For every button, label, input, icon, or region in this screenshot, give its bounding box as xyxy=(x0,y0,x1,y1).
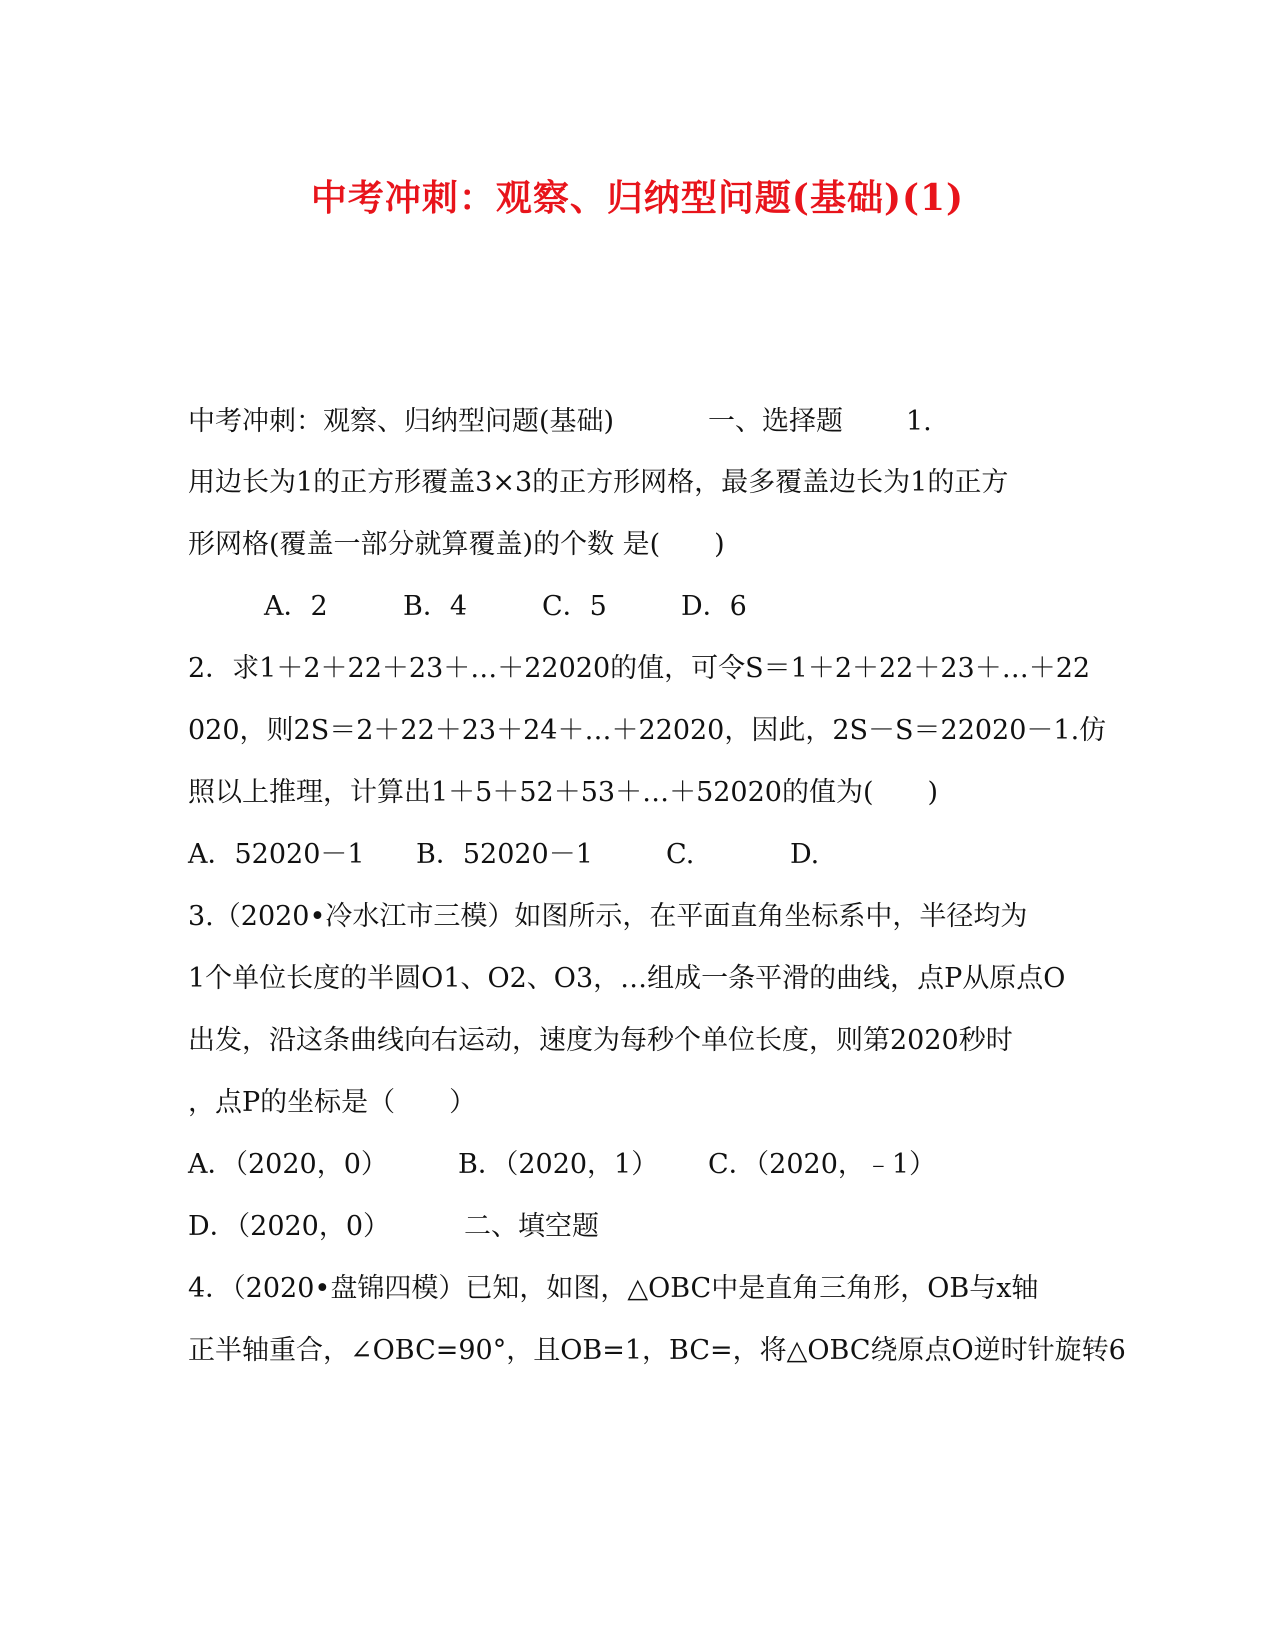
option-c: C．5 xyxy=(542,591,607,622)
section-choice-heading: 一、选择题 xyxy=(708,406,843,437)
option-d: D．（2020，0） xyxy=(188,1211,391,1242)
question-3-line-3: 出发，沿这条曲线向右运动，速度为每秒个单位长度，则第2020秒时 xyxy=(188,1025,1013,1056)
question-3-line-2: 1个单位长度的半圆O1、O2、O3，…组成一条平滑的曲线，点P从原点O xyxy=(188,963,1066,994)
question-4-line-2: 正半轴重合，∠OBC=90°，且OB=1，BC=，将△OBC绕原点O逆时针旋转6 xyxy=(188,1335,1126,1366)
question-1-line-2: 形网格(覆盖一部分就算覆盖)的个数 是( ) xyxy=(188,529,725,560)
option-b: B．（2020，1） xyxy=(458,1149,659,1180)
option-d: D．6 xyxy=(681,591,747,622)
option-d: D. xyxy=(790,839,820,870)
option-a: A．52020－1 xyxy=(188,839,365,870)
option-b: B．52020－1 xyxy=(416,839,593,870)
document-title: 中考冲刺：观察、归纳型问题(基础)(1) xyxy=(310,177,965,219)
section-fill-blank-heading: 二、填空题 xyxy=(464,1211,599,1242)
question-3-line-1: 3.（2020•冷水江市三模）如图所示，在平面直角坐标系中，半径均为 xyxy=(188,901,1028,932)
question-1-line-1: 用边长为1的正方形覆盖3×3的正方形网格，最多覆盖边长为1的正方 xyxy=(188,467,1009,498)
question-1-number: 1. xyxy=(906,406,932,437)
question-2-line-2: 020，则2S＝2＋22＋23＋24＋…＋22020，因此，2S－S＝22020－1.仿 xyxy=(188,715,1107,746)
intro-heading: 中考冲刺：观察、归纳型问题(基础) xyxy=(188,406,615,437)
question-2-line-1: 2．求1＋2＋22＋23＋…＋22020的值，可令S＝1＋2＋22＋23＋…＋22 xyxy=(188,653,1091,684)
question-2-line-3: 照以上推理，计算出1＋5＋52＋53＋…＋52020的值为( ) xyxy=(188,777,939,808)
option-a: A．2 xyxy=(264,591,328,622)
option-c: C．（2020，﹣1） xyxy=(708,1149,937,1180)
question-3-line-4: ，点P的坐标是（ ） xyxy=(188,1087,477,1118)
option-c: C. xyxy=(666,839,695,870)
option-b: B．4 xyxy=(403,591,468,622)
question-4-line-1: 4．（2020•盘锦四模）已知，如图，△OBC中是直角三角形，OB与x轴 xyxy=(188,1273,1039,1304)
option-a: A．（2020，0） xyxy=(188,1149,388,1180)
